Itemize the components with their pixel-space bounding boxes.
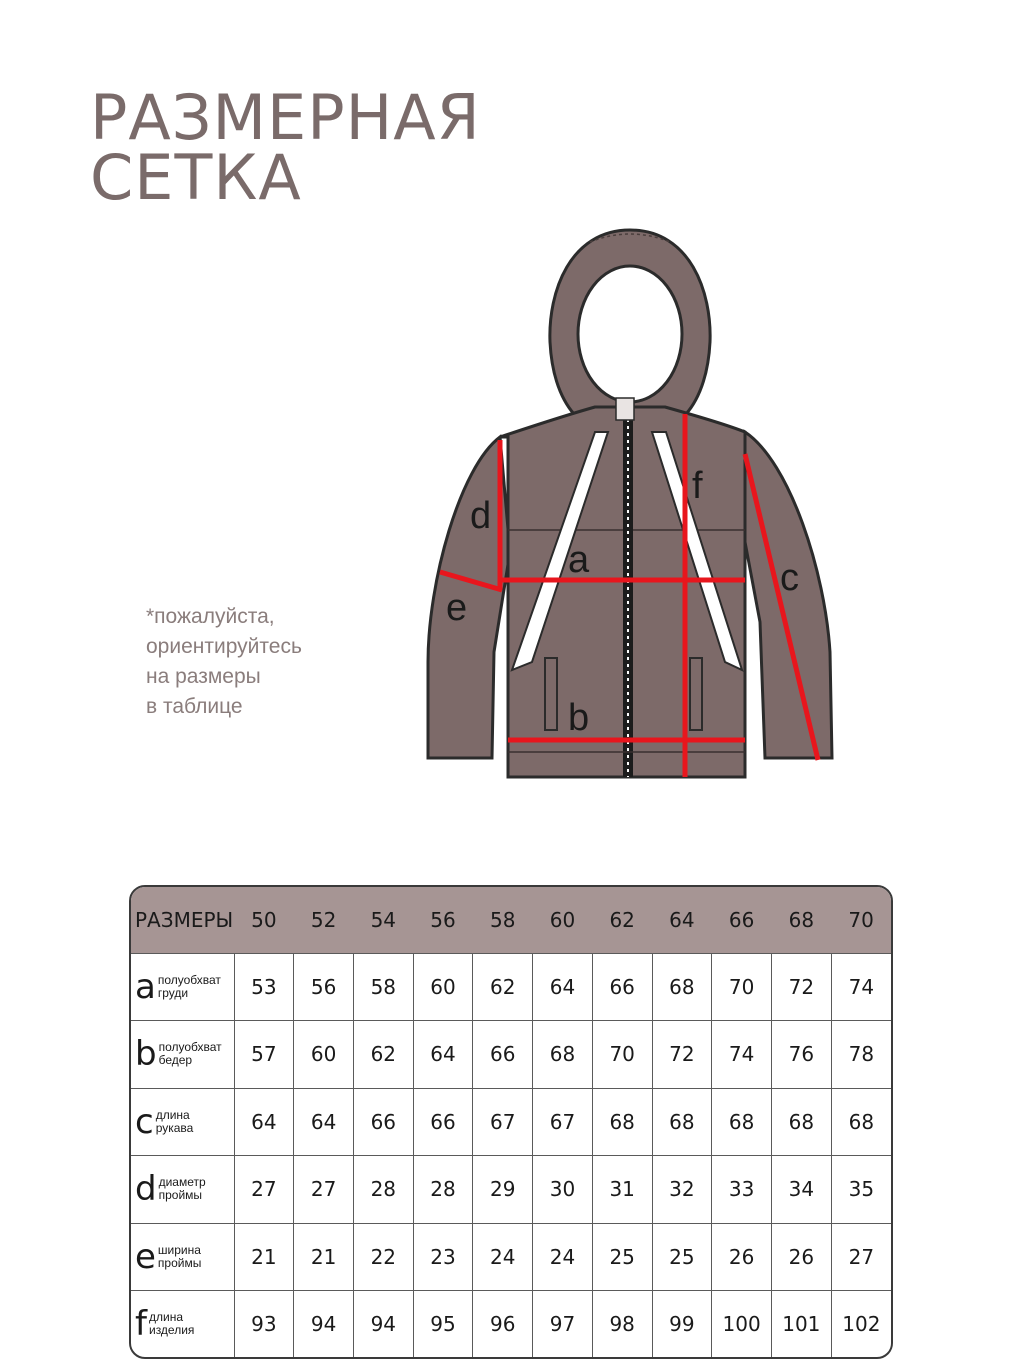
value-cell: 96 (473, 1291, 533, 1358)
label-e: e (446, 587, 468, 629)
note-line-1: *пожалуйста, (146, 605, 275, 628)
value-cell: 28 (353, 1156, 413, 1224)
param-description-line-1: полуобхват (158, 1040, 222, 1055)
label-b: b (568, 697, 590, 739)
value-cell: 102 (831, 1291, 891, 1358)
size-col: 62 (592, 887, 652, 953)
size-col: 56 (413, 887, 473, 953)
size-table-container (129, 885, 893, 1359)
size-col: 66 (712, 887, 772, 953)
value-cell: 24 (533, 1223, 593, 1291)
value-cell: 94 (353, 1291, 413, 1358)
title-line-2: СЕТКА (90, 141, 302, 214)
table-row (131, 1156, 891, 1224)
value-cell: 29 (473, 1156, 533, 1224)
value-cell: 60 (413, 953, 473, 1021)
value-cell: 31 (592, 1156, 652, 1224)
note-line-4: в таблице (146, 695, 243, 718)
label-d: d (470, 495, 492, 537)
param-label (131, 954, 234, 1021)
param-description (156, 1109, 194, 1135)
param-description (159, 1176, 206, 1202)
size-col: 64 (652, 887, 712, 953)
param-label (131, 1021, 234, 1088)
label-f: f (692, 465, 703, 507)
page-title (90, 81, 481, 214)
value-cell: 66 (473, 1021, 533, 1089)
param-description-line-1: полуобхват (157, 972, 221, 987)
param-label (131, 1089, 234, 1156)
hood-opening (578, 266, 682, 402)
size-header-row (131, 887, 891, 953)
value-cell: 21 (294, 1223, 354, 1291)
param-letter: a (135, 966, 156, 1007)
size-col: 70 (831, 887, 891, 953)
size-table (131, 887, 891, 1357)
value-cell: 34 (771, 1156, 831, 1224)
value-cell: 53 (234, 953, 294, 1021)
param-description-line-2: рукава (155, 1120, 194, 1135)
param-letter: b (135, 1034, 157, 1075)
size-note (146, 602, 302, 722)
value-cell: 57 (234, 1021, 294, 1089)
param-description-line-1: длина (155, 1107, 190, 1122)
value-cell: 74 (831, 953, 891, 1021)
param-description-line-2: проймы (158, 1188, 203, 1203)
value-cell: 33 (712, 1156, 772, 1224)
value-cell: 26 (771, 1223, 831, 1291)
note-line-2: ориентируйтесь (146, 635, 302, 658)
value-cell: 72 (652, 1021, 712, 1089)
value-cell: 93 (234, 1291, 294, 1358)
size-col: 60 (533, 887, 593, 953)
value-cell: 64 (294, 1088, 354, 1156)
param-description (149, 1311, 194, 1337)
param-label-cell (131, 1021, 234, 1089)
param-label-cell (131, 1156, 234, 1224)
param-letter: c (135, 1101, 154, 1142)
value-cell: 58 (353, 953, 413, 1021)
value-cell: 68 (652, 953, 712, 1021)
value-cell: 76 (771, 1021, 831, 1089)
value-cell: 64 (413, 1021, 473, 1089)
value-cell: 27 (831, 1223, 891, 1291)
value-cell: 94 (294, 1291, 354, 1358)
value-cell: 64 (234, 1088, 294, 1156)
value-cell: 30 (533, 1156, 593, 1224)
value-cell: 26 (712, 1223, 772, 1291)
size-col: 52 (294, 887, 354, 953)
param-description-line-1: длина (148, 1310, 183, 1324)
value-cell: 68 (831, 1088, 891, 1156)
label-a: a (568, 539, 590, 581)
param-label (131, 1156, 234, 1223)
value-cell: 56 (294, 953, 354, 1021)
value-cell: 28 (413, 1156, 473, 1224)
value-cell: 78 (831, 1021, 891, 1089)
value-cell: 35 (831, 1156, 891, 1224)
value-cell: 74 (712, 1021, 772, 1089)
param-label-cell (131, 1291, 234, 1358)
param-description-line-1: диаметр (158, 1175, 206, 1190)
value-cell: 25 (592, 1223, 652, 1291)
value-cell: 66 (353, 1088, 413, 1156)
note-line-3: на размеры (146, 665, 261, 688)
label-c: c (780, 557, 799, 599)
value-cell: 72 (771, 953, 831, 1021)
value-cell: 70 (592, 1021, 652, 1089)
param-description-line-2: проймы (157, 1255, 202, 1270)
value-cell: 95 (413, 1291, 473, 1358)
value-cell: 68 (592, 1088, 652, 1156)
param-description (158, 1244, 201, 1270)
size-col: 50 (234, 887, 294, 953)
table-row (131, 1088, 891, 1156)
value-cell: 67 (533, 1088, 593, 1156)
size-col: 68 (771, 887, 831, 953)
value-cell: 68 (533, 1021, 593, 1089)
param-label (131, 1224, 234, 1291)
value-cell: 27 (294, 1156, 354, 1224)
value-cell: 68 (712, 1088, 772, 1156)
value-cell: 32 (652, 1156, 712, 1224)
value-cell: 64 (533, 953, 593, 1021)
size-col: 58 (473, 887, 533, 953)
param-description (159, 1041, 222, 1067)
header-sizes-label: РАЗМЕРЫ (131, 887, 234, 953)
value-cell: 27 (234, 1156, 294, 1224)
table-row (131, 1291, 891, 1358)
param-description-line-1: ширина (157, 1242, 201, 1257)
param-description (158, 974, 221, 1000)
table-row (131, 1223, 891, 1291)
title-line-1: РАЗМЕРНАЯ (90, 81, 481, 154)
value-cell: 24 (473, 1223, 533, 1291)
param-label-cell (131, 953, 234, 1021)
value-cell: 67 (473, 1088, 533, 1156)
value-cell: 21 (234, 1223, 294, 1291)
value-cell: 66 (592, 953, 652, 1021)
value-cell: 62 (353, 1021, 413, 1089)
jacket-diagram (420, 222, 840, 792)
value-cell: 23 (413, 1223, 473, 1291)
param-description-line-2: бедер (158, 1053, 193, 1068)
param-letter: d (135, 1169, 157, 1210)
value-cell: 68 (771, 1088, 831, 1156)
value-cell: 101 (771, 1291, 831, 1358)
table-row (131, 1021, 891, 1089)
value-cell: 100 (712, 1291, 772, 1358)
value-cell: 62 (473, 953, 533, 1021)
value-cell: 60 (294, 1021, 354, 1089)
value-cell: 70 (712, 953, 772, 1021)
param-letter: e (135, 1236, 156, 1277)
value-cell: 68 (652, 1088, 712, 1156)
value-cell: 25 (652, 1223, 712, 1291)
value-cell: 22 (353, 1223, 413, 1291)
table-row (131, 953, 891, 1021)
value-cell: 98 (592, 1291, 652, 1358)
param-label-cell (131, 1223, 234, 1291)
value-cell: 97 (533, 1291, 593, 1358)
param-description-line-2: груди (157, 985, 189, 1000)
param-label-cell (131, 1088, 234, 1156)
param-label (131, 1291, 234, 1357)
size-col: 54 (353, 887, 413, 953)
value-cell: 99 (652, 1291, 712, 1358)
value-cell: 66 (413, 1088, 473, 1156)
param-letter: f (135, 1304, 147, 1344)
param-description-line-2: изделия (148, 1323, 195, 1337)
